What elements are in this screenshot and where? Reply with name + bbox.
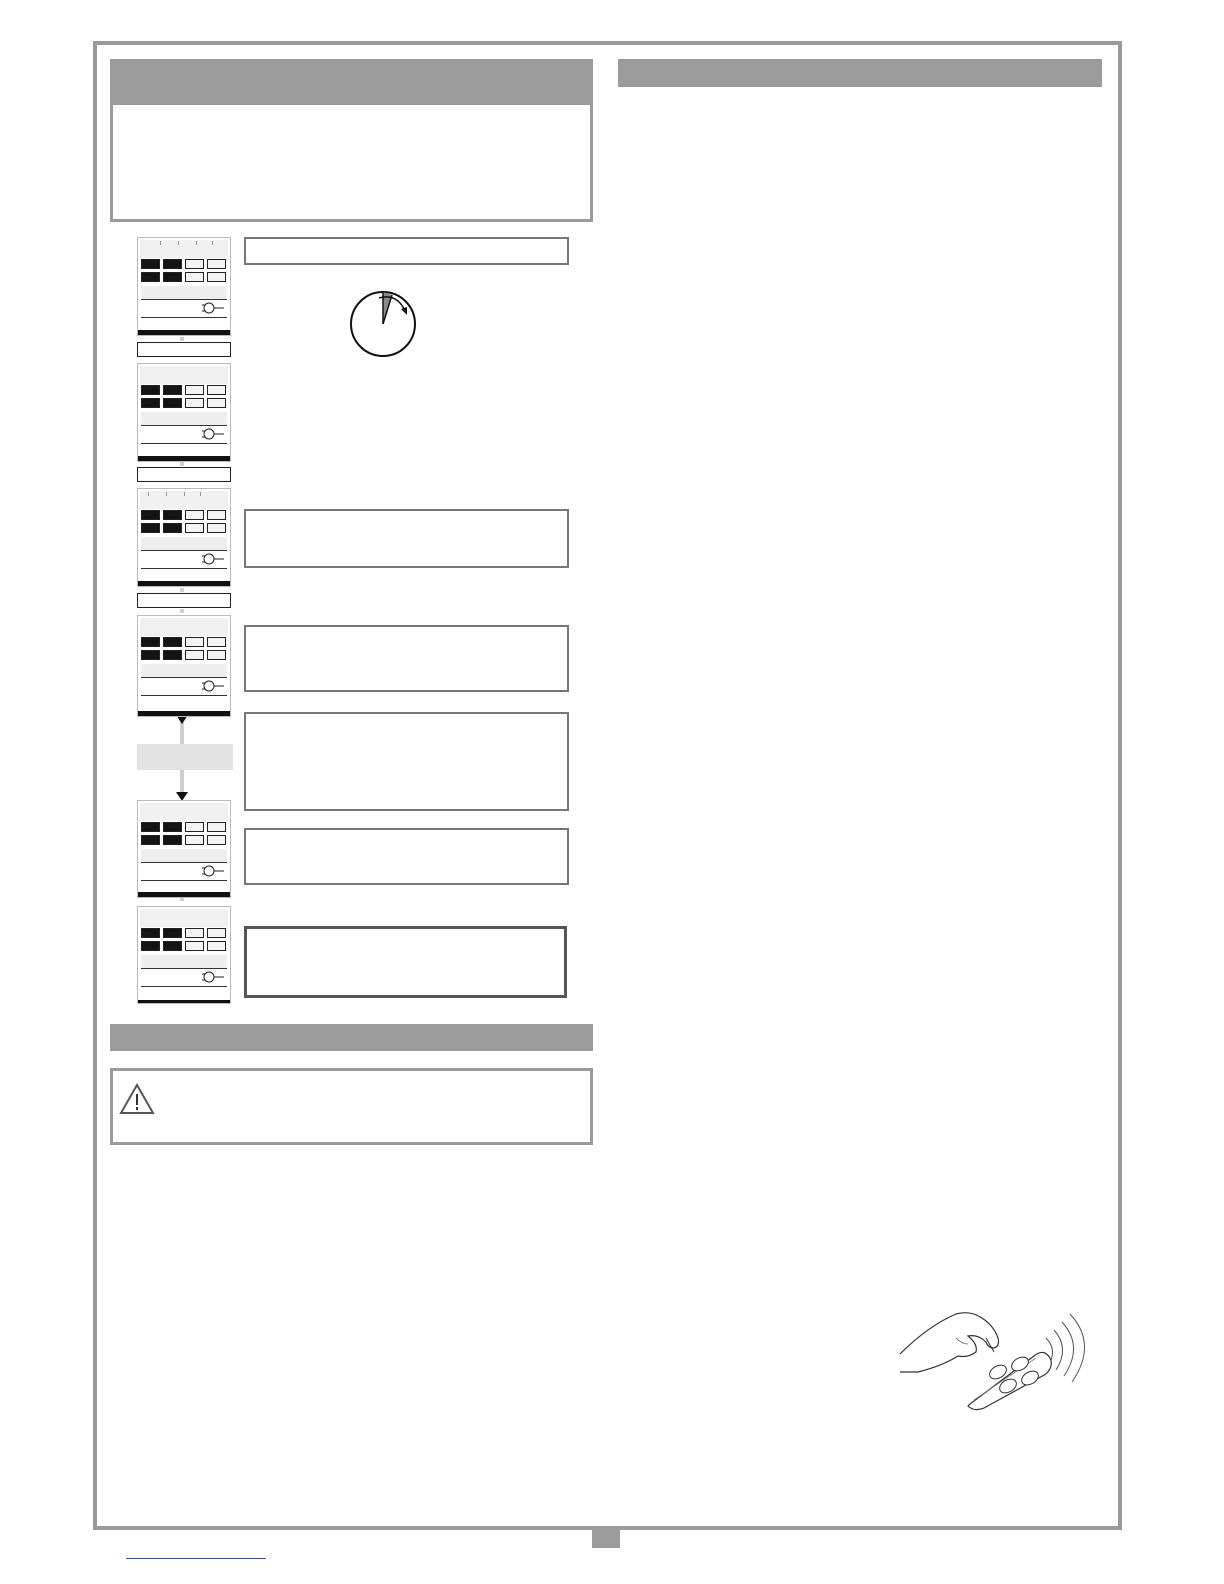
page-number-tab <box>592 1526 620 1548</box>
plug-icon <box>202 428 226 440</box>
control-panel-step-4 <box>137 615 231 717</box>
step-label-box <box>137 593 231 608</box>
led-grid <box>141 637 227 660</box>
control-panel-step-5 <box>137 800 231 898</box>
led-grid <box>141 385 227 408</box>
control-panel-step-1 <box>137 237 231 336</box>
led-grid <box>141 510 227 533</box>
plug-icon <box>202 302 226 314</box>
timer-clock-icon <box>349 289 419 359</box>
instruction-box-4 <box>244 625 569 692</box>
right-section-header <box>618 59 1102 87</box>
connector <box>180 722 184 744</box>
plug-icon <box>202 971 226 983</box>
remote-control-illustration <box>898 1308 1100 1412</box>
instruction-box-5 <box>244 712 569 811</box>
led-grid <box>141 259 227 282</box>
instruction-box-3 <box>244 509 569 568</box>
intermediate-step-box <box>137 744 233 770</box>
intro-box <box>110 105 593 222</box>
plug-icon <box>202 553 226 565</box>
plug-icon <box>202 865 226 877</box>
warning-triangle-icon <box>119 1083 155 1115</box>
instruction-box-1 <box>244 237 569 265</box>
control-panel-step-2 <box>137 363 231 462</box>
connector <box>180 588 184 592</box>
connector <box>180 770 184 792</box>
connector <box>180 462 184 466</box>
warning-section-header <box>110 1024 593 1051</box>
instruction-box-7 <box>244 926 567 998</box>
step-label-box <box>137 342 231 357</box>
led-grid <box>141 928 227 951</box>
footer-link-underline[interactable] <box>126 1558 266 1559</box>
left-section-header <box>110 59 593 105</box>
connector <box>180 609 184 613</box>
instruction-box-6 <box>244 828 569 885</box>
control-panel-step-3 <box>137 488 231 587</box>
connector <box>180 337 184 341</box>
plug-icon <box>202 680 226 692</box>
warning-box <box>110 1068 593 1145</box>
control-panel-step-6 <box>137 906 231 1004</box>
step-label-box <box>137 467 231 482</box>
led-grid <box>141 822 227 845</box>
